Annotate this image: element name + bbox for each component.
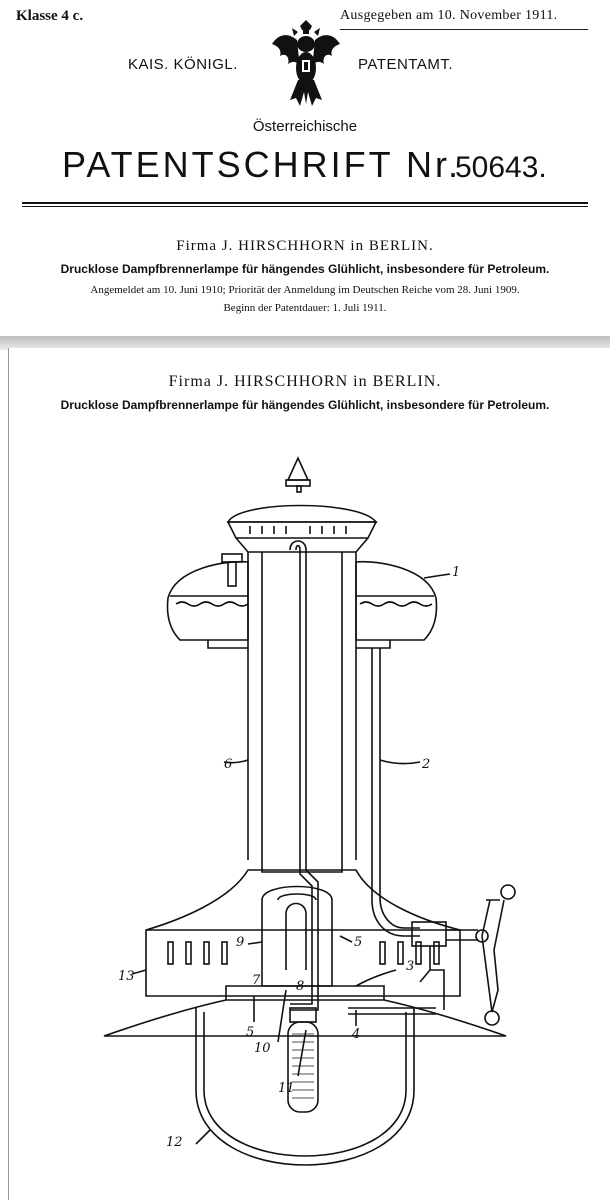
label-13: 13 — [118, 969, 135, 984]
applicant-firm: Firma J. HIRSCHHORN in BERLIN. — [176, 238, 434, 254]
patent-header — [0, 0, 610, 340]
filing-info: Angemeldet am 10. Juni 1910; Priorität der Anmeldung im Deutschen Reiche vom 28. Juni 1909. — [90, 284, 520, 296]
label-4: 4 — [352, 1027, 361, 1042]
label-10: 10 — [254, 1041, 271, 1056]
hanging-ring — [288, 458, 308, 480]
office-left: KAIS. KÖNIGL. — [128, 56, 238, 73]
patent-number: 50643. — [455, 151, 547, 184]
reservoir-right — [356, 562, 437, 640]
inner-tube — [290, 541, 318, 1010]
top-cap — [228, 506, 376, 523]
document-type: PATENTSCHRIFT Nr. — [62, 144, 462, 185]
country-label: Österreichische — [252, 118, 358, 135]
label-5b: 5 — [246, 1025, 255, 1040]
label-8: 8 — [296, 979, 305, 994]
sheet-title: Drucklose Dampfbrennerlampe für hängendes Glühlicht, insbesondere für Petroleum. — [60, 398, 550, 412]
label-1: 1 — [452, 565, 461, 580]
column-6 — [248, 552, 356, 860]
chamber-9 — [262, 887, 332, 987]
label-2: 2 — [422, 757, 431, 772]
label-12: 12 — [166, 1135, 183, 1150]
term-start: Beginn der Patentdauer: 1. Juli 1911. — [223, 302, 387, 314]
sheet-firm: Firma J. HIRSCHHORN in BERLIN. — [168, 373, 442, 390]
header-rule — [22, 202, 588, 204]
label-11: 11 — [278, 1081, 295, 1096]
issue-underline — [340, 29, 588, 30]
burner-housing-13 — [146, 870, 460, 996]
eagle-emblem-icon — [270, 18, 342, 108]
label-6: 6 — [224, 757, 233, 772]
label-7: 7 — [252, 973, 261, 988]
office-right: PATENTAMT. — [358, 56, 453, 73]
header-rule-thin — [22, 206, 588, 207]
label-9: 9 — [236, 935, 245, 950]
shade-brim — [104, 1000, 506, 1036]
invention-title: Drucklose Dampfbrennerlampe für hängendes Glühlicht, insbesondere für Petroleum. — [60, 262, 550, 276]
issue-date: Ausgegeben am 10. November 1911. — [340, 8, 558, 23]
label-5a: 5 — [354, 935, 363, 950]
label-3: 3 — [406, 959, 415, 974]
klasse-label: Klasse 4 c. — [16, 8, 84, 24]
lamp-drawing — [0, 430, 610, 1200]
